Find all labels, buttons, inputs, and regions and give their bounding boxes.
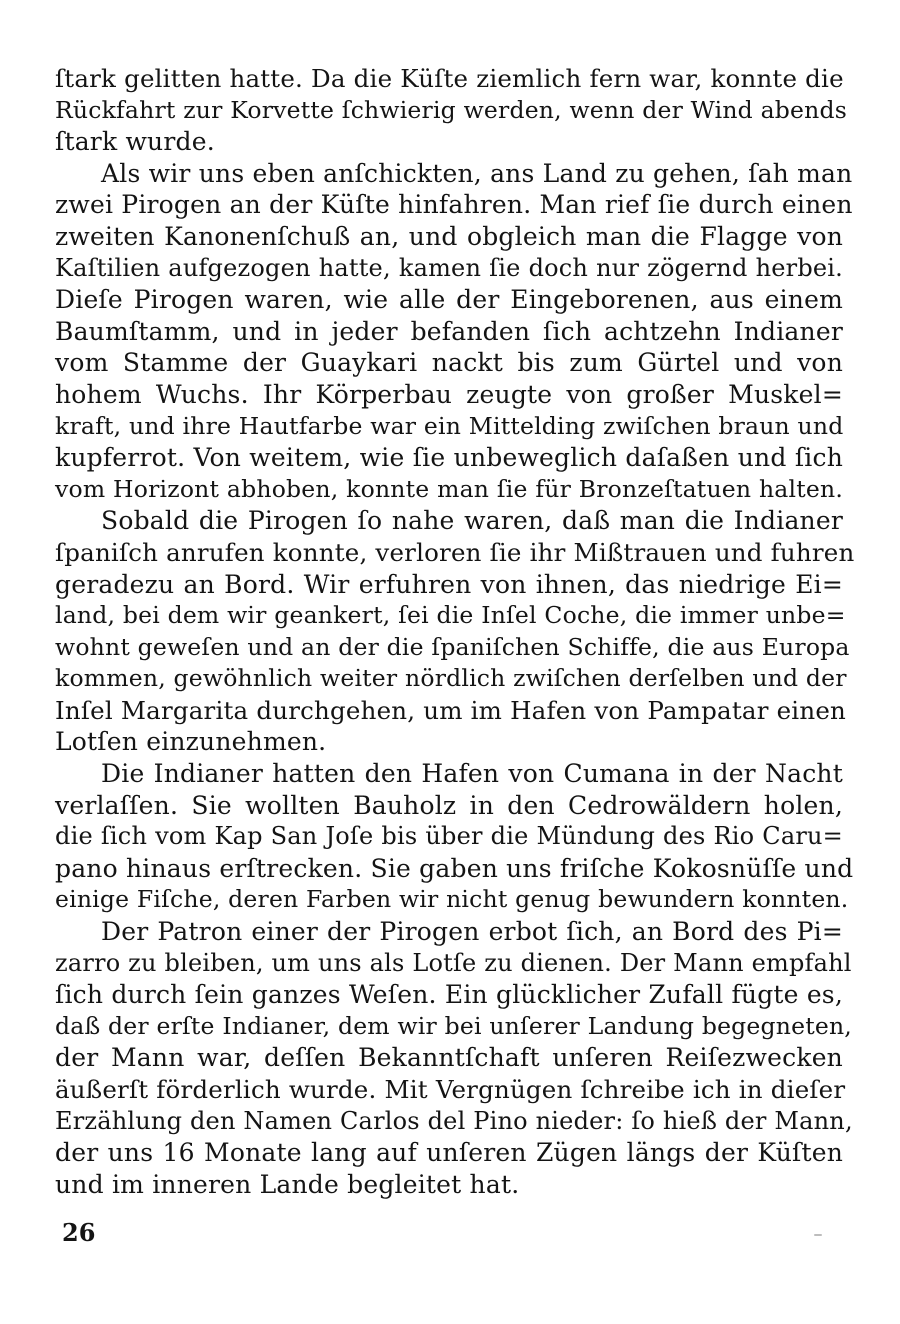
body-text — [55, 63, 855, 1200]
text-line: zwei Pirogen an der Küſte hinfahren. Man rief ſie durch einen — [55, 190, 853, 220]
text-line: der uns 16 Monate lang auf unſeren Zügen längs der Küſten — [55, 1138, 843, 1168]
text-line: Baumſtamm, und in jeder befanden ſich achtzehn Indianer — [55, 316, 843, 346]
text-line: wohnt geweſen und an der die ſpaniſchen Schiffe, die aus Europa — [55, 632, 850, 661]
text-line: der Mann war, deſſen Bekanntſchaft unſeren Reiſezwecken — [55, 1043, 843, 1073]
text-line: Erzählung den Namen Carlos del Pino nieder: ſo hieß der Mann, — [55, 1106, 853, 1135]
text-line: äußerſt förderlich wurde. Mit Vergnügen ſchreibe ich in dieſer — [55, 1075, 846, 1104]
paragraph-start-line: Der Patron einer der Pirogen erbot ſich, an Bord des Pi= — [101, 917, 843, 947]
text-line: zweiten Kanonenſchuß an, und obgleich man die Flagge von — [55, 221, 843, 251]
text-line: kraft, und ihre Hautfarbe war ein Mittelding zwiſchen braun und — [55, 411, 844, 440]
text-line: Kaſtilien aufgezogen hatte, kamen ſie doch nur zögernd herbei. — [55, 253, 843, 282]
paragraph-start-line: Sobald die Pirogen ſo nahe waren, daß man die Indianer — [101, 506, 843, 536]
text-line: hohem Wuchs. Ihr Körperbau zeugte von großer Muskel= — [55, 379, 843, 409]
text-line: Rückfahrt zur Korvette ſchwierig werden, wenn der Wind abends — [55, 95, 847, 124]
text-line: die ſich vom Kap San Joſe bis über die Mündung des Rio Caru= — [55, 822, 843, 851]
paragraph-start-line: Als wir uns eben anſchickten, ans Land zu gehen, ſah man — [101, 158, 853, 188]
text-line: ſtark gelitten hatte. Da die Küſte ziemlich fern war, konnte die — [55, 64, 844, 93]
text-line: geradezu an Bord. Wir erfuhren von ihnen, das niedrige Ei= — [55, 569, 843, 599]
text-line: Dieſe Pirogen waren, wie alle der Eingeborenen, aus einem — [55, 285, 843, 315]
text-line: ſpaniſch anrufen konnte, verloren ſie ihr Mißtrauen und fuhren — [55, 537, 855, 567]
text-line: einige Fiſche, deren Farben wir nicht genug bewundern konnten. — [55, 885, 849, 914]
text-line: verlaſſen. Sie wollten Bauholz in den Cedrowäldern holen, — [55, 790, 843, 820]
text-line: Lotſen einzunehmen. — [55, 727, 327, 757]
page-number: 26 — [62, 1218, 96, 1247]
text-line: land, bei dem wir geankert, ſei die Inſel Coche, die immer unbe= — [55, 601, 846, 630]
paragraph-start-line: Die Indianer hatten den Hafen von Cumana in der Nacht — [101, 759, 843, 789]
text-line: daß der erſte Indianer, dem wir bei unſerer Landung begegneten, — [55, 1011, 852, 1040]
text-line: vom Stamme der Guaykari nackt bis zum Gürtel und von — [55, 348, 843, 378]
text-line: vom Horizont abhoben, konnte man ſie für Bronzeſtatuen halten. — [55, 474, 843, 503]
text-line: zarro zu bleiben, um uns als Lotſe zu dienen. Der Mann empfahl — [55, 948, 852, 977]
text-line: und im inneren Lande begleitet hat. — [55, 1169, 520, 1199]
text-line: pano hinaus erſtrecken. Sie gaben uns friſche Kokosnüſſe und — [55, 853, 854, 883]
text-line: kupferrot. Von weitem, wie ſie unbeweglich daſaßen und ſich — [55, 443, 843, 473]
text-line: ſtark wurde. — [55, 127, 215, 157]
text-line: kommen, gewöhnlich weiter nördlich zwiſchen derſelben und der — [55, 664, 847, 693]
text-line: ſich durch ſein ganzes Weſen. Ein glücklicher Zufall fügte es, — [55, 980, 843, 1010]
text-line: Inſel Margarita durchgehen, um im Hafen von Pampatar einen — [55, 695, 846, 725]
print-speck — [814, 1234, 822, 1236]
